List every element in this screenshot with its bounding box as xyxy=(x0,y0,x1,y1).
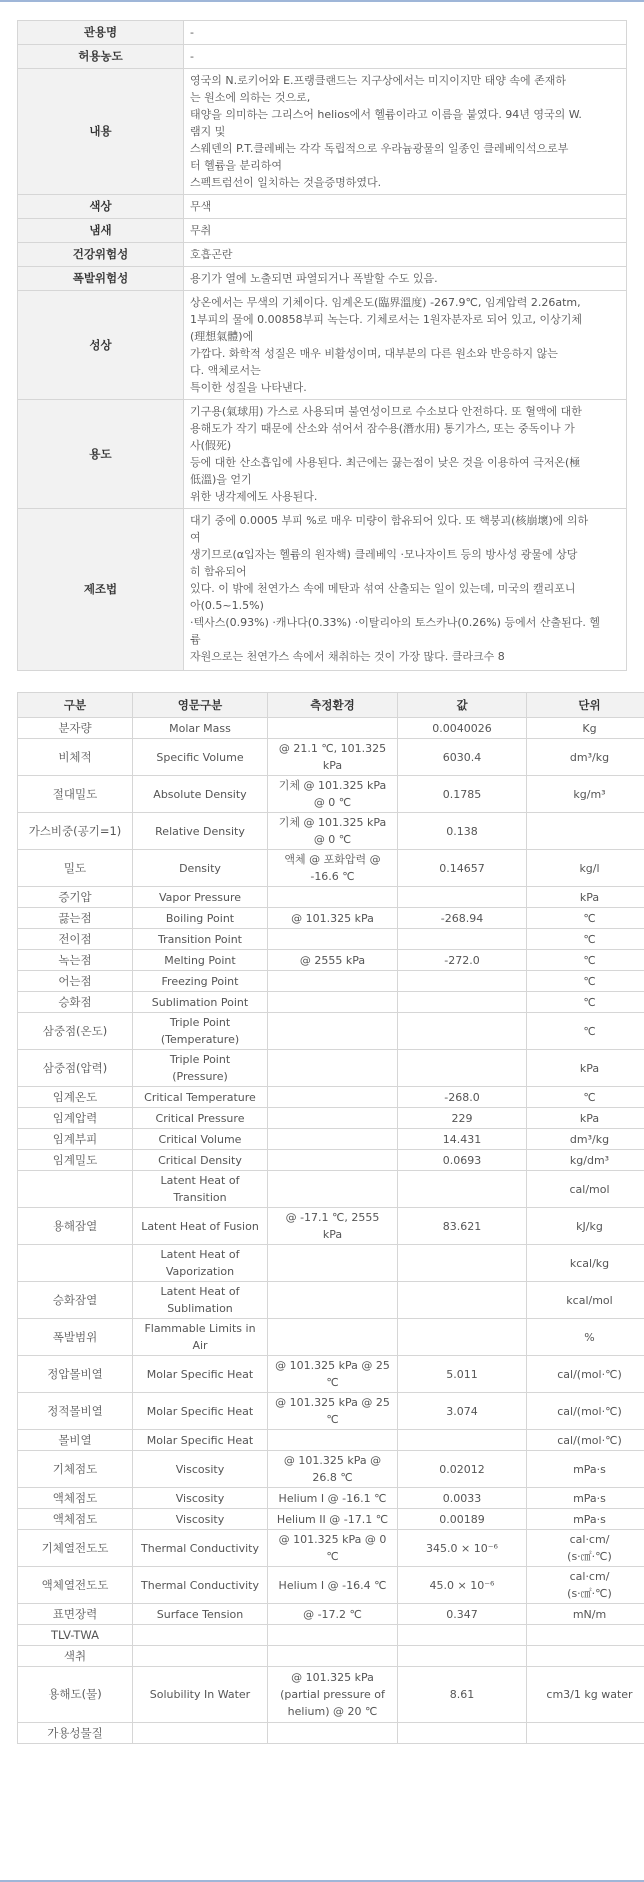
info-label: 폭발위험성 xyxy=(18,267,184,291)
property-category: TLV-TWA xyxy=(18,1625,133,1646)
info-value: - xyxy=(184,21,627,45)
property-category: 승화잠열 xyxy=(18,1282,133,1319)
property-value xyxy=(398,1646,527,1667)
property-condition xyxy=(268,1723,398,1744)
property-english-name: Viscosity xyxy=(133,1451,268,1488)
property-category: 분자량 xyxy=(18,718,133,739)
property-unit: mPa·s xyxy=(527,1451,644,1488)
property-category: 밀도 xyxy=(18,850,133,887)
property-row xyxy=(18,950,644,971)
property-value: 0.00189 xyxy=(398,1509,527,1530)
property-value: 3.074 xyxy=(398,1393,527,1430)
property-unit: ℃ xyxy=(527,908,644,929)
property-english-name: Triple Point (Pressure) xyxy=(133,1050,268,1087)
property-unit xyxy=(527,813,644,850)
property-category: 정적몰비열 xyxy=(18,1393,133,1430)
info-value: 대기 중에 0.0005 부피 %로 매우 미량이 함유되어 있다. 또 핵붕괴(核崩壞)에 의하 여 생기므로(α입자는 헬륨의 원자핵) 클레베익 ·모나자이트 등의 방사성 광물에 상당 히 함유되어 있다. 이 밖에 천연가스 속에 메탄과 섞여 산출되는 일이 있는데, 미국의 캘리포니 아(0.5~1.5%) ·텍사스(0.93%) ·캐나다(0.33%) ·이탈리아의 토스카나(0.26%) 등에서 산출된다. 헬 륨 자원으로는 천연가스 속에서 채취하는 것이 가장 많다. 클라크수 8 xyxy=(184,509,627,671)
property-english-name: Critical Density xyxy=(133,1150,268,1171)
info-value: 영국의 N.로키어와 E.프랭클랜드는 지구상에서는 미지이지만 태양 속에 존재하 는 원소에 의하는 것으로, 태양을 의미하는 그리스어 helios에서 헬륨이라고 이름을 붙였다. 94년 영국의 W. 램지 및 스웨덴의 P.T.클레베는 각각 독립적으로 우라늄광물의 일종인 클레베익석으로부 터 헬륨을 분리하여 스펙트럼선이 일치하는 것을증명하였다. xyxy=(184,69,627,195)
property-english-name: Molar Mass xyxy=(133,718,268,739)
property-condition xyxy=(268,887,398,908)
property-row xyxy=(18,1567,644,1604)
property-row xyxy=(18,1604,644,1625)
property-unit: kPa xyxy=(527,1108,644,1129)
info-label: 관용명 xyxy=(18,21,184,45)
property-condition: @ -17.1 ℃, 2555 kPa xyxy=(268,1208,398,1245)
property-row xyxy=(18,1087,644,1108)
property-value: 5.011 xyxy=(398,1356,527,1393)
property-condition: Helium I @ -16.4 ℃ xyxy=(268,1567,398,1604)
property-value xyxy=(398,1171,527,1208)
property-category: 임계부피 xyxy=(18,1129,133,1150)
property-unit: kJ/kg xyxy=(527,1208,644,1245)
property-unit: kg/dm³ xyxy=(527,1150,644,1171)
info-label: 허용농도 xyxy=(18,45,184,69)
property-row xyxy=(18,813,644,850)
info-label: 제조법 xyxy=(18,509,184,671)
property-value xyxy=(398,992,527,1013)
property-row xyxy=(18,1646,644,1667)
property-condition xyxy=(268,718,398,739)
property-category: 임계압력 xyxy=(18,1108,133,1129)
property-english-name: Freezing Point xyxy=(133,971,268,992)
property-value xyxy=(398,1050,527,1087)
property-row xyxy=(18,850,644,887)
properties-header-row xyxy=(18,693,644,718)
property-value xyxy=(398,1013,527,1050)
property-condition: @ 101.325 kPa @ 0 ℃ xyxy=(268,1530,398,1567)
info-row xyxy=(18,21,627,45)
property-value: 0.02012 xyxy=(398,1451,527,1488)
property-category: 정압몰비열 xyxy=(18,1356,133,1393)
property-value: 0.0040026 xyxy=(398,718,527,739)
property-row xyxy=(18,1013,644,1050)
property-category: 표면장력 xyxy=(18,1604,133,1625)
property-category: 기체점도 xyxy=(18,1451,133,1488)
property-value: 0.14657 xyxy=(398,850,527,887)
info-label: 내용 xyxy=(18,69,184,195)
info-row xyxy=(18,69,627,195)
header-measurement-condition: 측정환경 xyxy=(268,693,398,718)
property-category: 녹는점 xyxy=(18,950,133,971)
property-category: 색취 xyxy=(18,1646,133,1667)
info-row xyxy=(18,45,627,69)
property-english-name: Solubility In Water xyxy=(133,1667,268,1723)
property-condition: @ -17.2 ℃ xyxy=(268,1604,398,1625)
info-row xyxy=(18,267,627,291)
property-value: 45.0 × 10⁻⁶ xyxy=(398,1567,527,1604)
property-row xyxy=(18,739,644,776)
property-english-name: Absolute Density xyxy=(133,776,268,813)
property-row xyxy=(18,1356,644,1393)
property-unit: cal/(mol·℃) xyxy=(527,1430,644,1451)
property-category: 증기압 xyxy=(18,887,133,908)
property-unit: dm³/kg xyxy=(527,739,644,776)
property-english-name: Latent Heat of Vaporization xyxy=(133,1245,268,1282)
property-row xyxy=(18,887,644,908)
info-label: 용도 xyxy=(18,400,184,509)
property-unit: mPa·s xyxy=(527,1509,644,1530)
property-condition xyxy=(268,1171,398,1208)
property-category: 비체적 xyxy=(18,739,133,776)
property-row xyxy=(18,992,644,1013)
property-value: 14.431 xyxy=(398,1129,527,1150)
property-condition xyxy=(268,1430,398,1451)
property-english-name: Density xyxy=(133,850,268,887)
property-unit: kg/m³ xyxy=(527,776,644,813)
header-category: 구분 xyxy=(18,693,133,718)
property-row xyxy=(18,1488,644,1509)
property-unit: cal·cm/ (s·㎠·℃) xyxy=(527,1567,644,1604)
property-condition: @ 101.325 kPa @ 25 ℃ xyxy=(268,1393,398,1430)
property-english-name: Vapor Pressure xyxy=(133,887,268,908)
property-unit: kcal/mol xyxy=(527,1282,644,1319)
property-row xyxy=(18,971,644,992)
property-english-name: Specific Volume xyxy=(133,739,268,776)
property-english-name: Molar Specific Heat xyxy=(133,1393,268,1430)
info-value: 호흡곤란 xyxy=(184,243,627,267)
property-category: 폭발범위 xyxy=(18,1319,133,1356)
property-row xyxy=(18,1723,644,1744)
property-condition: 기체 @ 101.325 kPa @ 0 ℃ xyxy=(268,776,398,813)
property-value: 0.0033 xyxy=(398,1488,527,1509)
property-unit: cal/mol xyxy=(527,1171,644,1208)
property-english-name: Critical Temperature xyxy=(133,1087,268,1108)
property-category: 가용성물질 xyxy=(18,1723,133,1744)
property-condition xyxy=(268,1129,398,1150)
property-unit: dm³/kg xyxy=(527,1129,644,1150)
header-english-name: 영문구분 xyxy=(133,693,268,718)
property-english-name: Critical Volume xyxy=(133,1129,268,1150)
property-category: 용해잠열 xyxy=(18,1208,133,1245)
property-condition xyxy=(268,1150,398,1171)
property-unit: cm3/1 kg water xyxy=(527,1667,644,1723)
property-condition xyxy=(268,1319,398,1356)
property-unit: mN/m xyxy=(527,1604,644,1625)
property-english-name: Melting Point xyxy=(133,950,268,971)
property-row xyxy=(18,1667,644,1723)
property-english-name: Flammable Limits in Air xyxy=(133,1319,268,1356)
property-unit: kcal/kg xyxy=(527,1245,644,1282)
property-category xyxy=(18,1171,133,1208)
info-value: 용기가 열에 노출되면 파열되거나 폭발할 수도 있음. xyxy=(184,267,627,291)
property-condition xyxy=(268,1013,398,1050)
header-value: 값 xyxy=(398,693,527,718)
property-category: 용해도(물) xyxy=(18,1667,133,1723)
info-label: 성상 xyxy=(18,291,184,400)
info-label: 색상 xyxy=(18,195,184,219)
property-category: 승화점 xyxy=(18,992,133,1013)
property-english-name: Boiling Point xyxy=(133,908,268,929)
property-value xyxy=(398,929,527,950)
property-row xyxy=(18,1150,644,1171)
property-category: 어는점 xyxy=(18,971,133,992)
property-condition: Helium II @ -17.1 ℃ xyxy=(268,1509,398,1530)
property-unit: cal·cm/ (s·㎠·℃) xyxy=(527,1530,644,1567)
property-condition xyxy=(268,1108,398,1129)
property-category: 기체열전도도 xyxy=(18,1530,133,1567)
property-value: 0.1785 xyxy=(398,776,527,813)
property-condition xyxy=(268,1625,398,1646)
property-condition: 기체 @ 101.325 kPa @ 0 ℃ xyxy=(268,813,398,850)
property-row xyxy=(18,1282,644,1319)
property-english-name: Sublimation Point xyxy=(133,992,268,1013)
property-row xyxy=(18,1319,644,1356)
property-category: 액체점도 xyxy=(18,1488,133,1509)
property-row xyxy=(18,718,644,739)
property-english-name: Thermal Conductivity xyxy=(133,1567,268,1604)
property-english-name: Molar Specific Heat xyxy=(133,1356,268,1393)
info-value: 상온에서는 무색의 기체이다. 임계온도(臨界溫度) -267.9℃, 임계압력 2.26atm, 1부피의 물에 0.00858부피 녹는다. 기체로서는 1원자분자로 되어 있고, 이상기체 (理想氣體)에 가깝다. 화학적 성질은 매우 비활성이며, 대부분의 다른 원소와 반응하지 않는 다. 액체로서는 특이한 성질을 나타낸다. xyxy=(184,291,627,400)
property-english-name: Triple Point (Temperature) xyxy=(133,1013,268,1050)
property-row xyxy=(18,1509,644,1530)
property-condition: Helium I @ -16.1 ℃ xyxy=(268,1488,398,1509)
property-condition xyxy=(268,971,398,992)
property-english-name xyxy=(133,1625,268,1646)
property-value xyxy=(398,1723,527,1744)
property-value: 8.61 xyxy=(398,1667,527,1723)
property-english-name: Surface Tension xyxy=(133,1604,268,1625)
property-unit: cal/(mol·℃) xyxy=(527,1356,644,1393)
property-unit: % xyxy=(527,1319,644,1356)
property-value xyxy=(398,971,527,992)
property-row xyxy=(18,1393,644,1430)
info-label: 건강위험성 xyxy=(18,243,184,267)
property-value: -268.94 xyxy=(398,908,527,929)
property-value xyxy=(398,1625,527,1646)
property-value: 0.347 xyxy=(398,1604,527,1625)
property-english-name: Transition Point xyxy=(133,929,268,950)
property-row xyxy=(18,1050,644,1087)
property-condition: @ 101.325 kPa (partial pressure of helium) @ 20 ℃ xyxy=(268,1667,398,1723)
property-condition xyxy=(268,1245,398,1282)
property-row xyxy=(18,1171,644,1208)
property-row xyxy=(18,929,644,950)
property-value xyxy=(398,1430,527,1451)
property-unit: ℃ xyxy=(527,950,644,971)
info-label: 냄새 xyxy=(18,219,184,243)
property-category: 가스비중(공기=1) xyxy=(18,813,133,850)
property-value: 0.138 xyxy=(398,813,527,850)
info-value: - xyxy=(184,45,627,69)
property-english-name: Viscosity xyxy=(133,1509,268,1530)
property-category: 임계온도 xyxy=(18,1087,133,1108)
property-value: 83.621 xyxy=(398,1208,527,1245)
info-row xyxy=(18,243,627,267)
property-english-name: Viscosity xyxy=(133,1488,268,1509)
property-unit: ℃ xyxy=(527,929,644,950)
property-row xyxy=(18,1430,644,1451)
property-category xyxy=(18,1245,133,1282)
property-unit xyxy=(527,1625,644,1646)
header-unit: 단위 xyxy=(527,693,644,718)
property-condition xyxy=(268,1050,398,1087)
property-english-name xyxy=(133,1723,268,1744)
physical-properties-table xyxy=(17,692,644,1744)
property-condition xyxy=(268,1282,398,1319)
property-row xyxy=(18,1451,644,1488)
property-condition xyxy=(268,992,398,1013)
substance-info-table xyxy=(17,20,627,671)
property-english-name: Molar Specific Heat xyxy=(133,1430,268,1451)
property-category: 액체점도 xyxy=(18,1509,133,1530)
property-condition: @ 101.325 kPa @ 25 ℃ xyxy=(268,1356,398,1393)
property-row xyxy=(18,1530,644,1567)
property-english-name: Critical Pressure xyxy=(133,1108,268,1129)
info-value: 무취 xyxy=(184,219,627,243)
property-unit: Kg xyxy=(527,718,644,739)
property-value: 345.0 × 10⁻⁶ xyxy=(398,1530,527,1567)
property-category: 임계밀도 xyxy=(18,1150,133,1171)
property-condition xyxy=(268,1646,398,1667)
property-row xyxy=(18,908,644,929)
info-value: 기구용(氣球用) 가스로 사용되며 불연성이므로 수소보다 안전하다. 또 혈액에 대한 용해도가 작기 때문에 산소와 섞어서 잠수용(潛水用) 통기가스, 또는 중독이나 가 사(假死) 등에 대한 산소흡입에 사용된다. 최근에는 끓는점이 낮은 것을 이용하여 극저온(極 低溫)을 얻기 위한 냉각제에도 사용된다. xyxy=(184,400,627,509)
property-value: -272.0 xyxy=(398,950,527,971)
info-row xyxy=(18,291,627,400)
property-english-name: Thermal Conductivity xyxy=(133,1530,268,1567)
property-unit: kPa xyxy=(527,1050,644,1087)
property-value xyxy=(398,1245,527,1282)
property-value xyxy=(398,887,527,908)
info-row xyxy=(18,195,627,219)
property-row xyxy=(18,1129,644,1150)
property-condition xyxy=(268,1087,398,1108)
property-category: 삼중점(온도) xyxy=(18,1013,133,1050)
property-value: 6030.4 xyxy=(398,739,527,776)
info-row xyxy=(18,509,627,671)
property-category: 전이점 xyxy=(18,929,133,950)
property-row xyxy=(18,1208,644,1245)
property-row xyxy=(18,1625,644,1646)
property-english-name: Latent Heat of Sublimation xyxy=(133,1282,268,1319)
property-condition xyxy=(268,929,398,950)
property-value: 229 xyxy=(398,1108,527,1129)
property-unit: ℃ xyxy=(527,1013,644,1050)
property-unit: kPa xyxy=(527,887,644,908)
property-condition: 액체 @ 포화압력 @ -16.6 ℃ xyxy=(268,850,398,887)
property-value xyxy=(398,1319,527,1356)
property-english-name: Latent Heat of Fusion xyxy=(133,1208,268,1245)
property-unit xyxy=(527,1723,644,1744)
property-english-name xyxy=(133,1646,268,1667)
property-value xyxy=(398,1282,527,1319)
property-unit: mPa·s xyxy=(527,1488,644,1509)
property-category: 삼중점(압력) xyxy=(18,1050,133,1087)
property-category: 액체열전도도 xyxy=(18,1567,133,1604)
property-unit: ℃ xyxy=(527,992,644,1013)
top-border xyxy=(0,0,644,2)
property-condition: @ 101.325 kPa @ 26.8 ℃ xyxy=(268,1451,398,1488)
property-row xyxy=(18,1245,644,1282)
property-category: 끓는점 xyxy=(18,908,133,929)
property-unit: cal/(mol·℃) xyxy=(527,1393,644,1430)
property-row xyxy=(18,776,644,813)
property-unit: kg/l xyxy=(527,850,644,887)
property-row xyxy=(18,1108,644,1129)
property-condition: @ 21.1 ℃, 101.325 kPa xyxy=(268,739,398,776)
property-english-name: Latent Heat of Transition xyxy=(133,1171,268,1208)
property-english-name: Relative Density xyxy=(133,813,268,850)
property-unit: ℃ xyxy=(527,1087,644,1108)
property-category: 절대밀도 xyxy=(18,776,133,813)
property-value: 0.0693 xyxy=(398,1150,527,1171)
property-value: -268.0 xyxy=(398,1087,527,1108)
info-row xyxy=(18,219,627,243)
property-condition: @ 2555 kPa xyxy=(268,950,398,971)
property-unit: ℃ xyxy=(527,971,644,992)
property-category: 몰비열 xyxy=(18,1430,133,1451)
property-condition: @ 101.325 kPa xyxy=(268,908,398,929)
info-row xyxy=(18,400,627,509)
property-unit xyxy=(527,1646,644,1667)
info-value: 무색 xyxy=(184,195,627,219)
